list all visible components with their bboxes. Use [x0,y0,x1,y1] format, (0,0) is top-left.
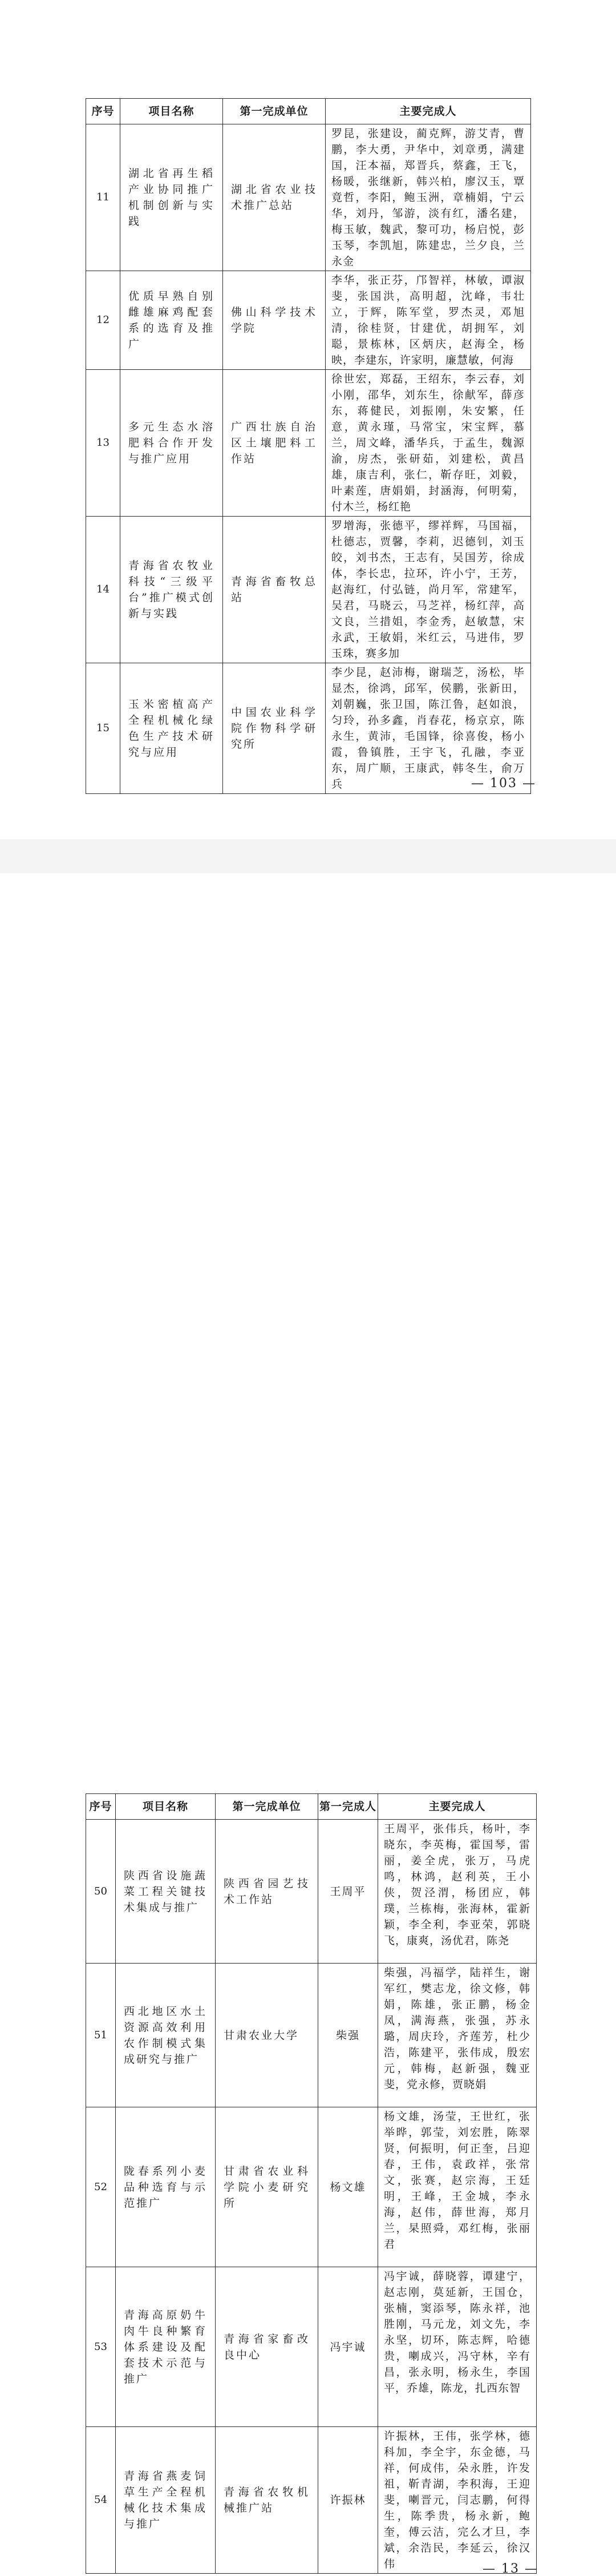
row-index: 50 [86,1820,116,1964]
row-main-contributors: 李华，张正芬，邝智祥，林敏，谭淑斐，张国洪，高明超，沈峰，韦壮立，于辉，陈军堂，罗杰灵，邓旭清，徐桂贤，甘建优，胡拥军，刘聪，景栋林，区炳庆，赵海全，杨映，李建东，许家明，廉慧敏，何海 [326,271,531,370]
row-project-name: 陕西省设施蔬菜工程关键技术集成与推广 [116,1820,216,1964]
row-main-contributors: 杨文雄，汤莹，王世红，张举晔，郭莹，刘宏胜，陈翠贤，何振明，何正奎，吕迎春，王伟，袁政祥，张常文，张赛，赵宗海，王廷明，王峰，王金城，李永海，赵伟，薛世海，郑月兰，杲照舜，邓红梅，张丽君 [378,2107,537,2267]
table-row [86,663,531,794]
row-first-unit: 青海省畜牧总站 [223,517,326,663]
awards-table-page-103 [86,98,531,794]
table-header-row [86,1794,537,1820]
header-first-person: 第一完成人 [318,1794,378,1820]
row-first-unit: 甘肃农业大学 [216,1964,318,2107]
row-project-name: 青海省燕麦饲草生产全程机械化技术集成与推广 [116,2427,216,2574]
row-project-name: 青海高原奶牛肉牛良种繁育体系建设及配套技术示范与推广 [116,2267,216,2427]
row-main-contributors: 柴强，冯福学，陆祥生，谢军红，樊志龙，徐文修，韩娟，陈雄，张正鹏，杨金凤，满海燕，张强，苏永璐，周庆玲，齐莲芳，杜少浩，陈建平，张伟成，殷宏元，韩梅，赵新强，魏亚斐，党永修，贾晓娟 [378,1964,537,2107]
table-row [86,124,531,271]
row-project-name: 多元生态水溶肥料合作开发与推广应用 [120,370,223,517]
row-main-contributors: 徐世宏，郑磊，王绍东，李云春，刘小刚，邵华，刘东生，徐献军，薛彦东，蒋健民，刘振刚，朱安繁，任意，黄永瑾，马常宝，宋宝辉，慕兰，周文峰，潘华兵，于孟生，魏源渝，房杰，张研茹，刘建松，黄昌雄，康吉利，张仁，靳存旺，刘毅，叶素莲，唐娟娟，封涵海，何明菊，付木兰，杨红艳 [326,370,531,517]
row-first-person: 冯宇诚 [318,2267,378,2427]
row-project-name: 优质早熟自别雌雄麻鸡配套系的选育及推广 [120,271,223,370]
row-main-contributors: 李少昆，赵沛梅，谢瑞芝，汤松，毕显杰，徐鸿，邱军，侯鹏，张新田，刘朝巍，张卫国，陈江鲁，赵如浪，匀玲，孙多鑫，肖春花，杨京京，陈永生，黄沛，毛国锋，徐喜俊，杨小霞，鲁镇胜，王宇飞，孔融，李亚东，周广顺，王康武，韩冬生，俞万兵 [326,663,531,794]
row-project-name: 西北地区水土资源高效利用农作制模式集成研究与推广 [116,1964,216,2107]
row-main-contributors: 罗增海，张德平，缪祥辉，马国福，杜德志，贾馨，李莉，迟德钊，刘玉皎，刘书杰，王志有，吴国芳，徐成体，李长忠，拉环，许小宁，王芳，赵海红，付弘链，尚月军，常建军，吴君，马晓云，马芝祥，杨红萍，高文良，兰措姐，李金秀，赵敏慧，宋永武，王敏娟，米红云，马进伟，罗玉珠，赛多加 [326,517,531,663]
page-number: — 103 — [471,776,536,791]
header-project-name: 项目名称 [120,99,223,124]
row-main-contributors: 王周平，张伟兵，杨叶，李晓东，李英梅，霍国琴，雷丽，姜全虎，张万，马虎鸣，林鸿，赵利英，王小侠，贺泾渭，杨团应，韩璞，兰栋梅，张海林，霍新颖，李全利，李亚荣，郭晓飞，康爽，汤优君，陈尧 [378,1820,537,1964]
table-row [86,370,531,517]
table-row [86,2427,537,2574]
row-project-name: 玉米密植高产全程机械化绿色生产技术研究与应用 [120,663,223,794]
table-row [86,517,531,663]
header-project-name: 项目名称 [116,1794,216,1820]
header-first-unit: 第一完成单位 [216,1794,318,1820]
row-first-unit: 甘肃省农业科学院小麦研究所 [216,2107,318,2267]
table-row [86,2107,537,2267]
header-index: 序号 [86,1794,116,1820]
row-index: 51 [86,1964,116,2107]
row-project-name: 陇春系列小麦品种选育与示范推广 [116,2107,216,2267]
row-index: 15 [86,663,120,794]
header-main-contributors: 主要完成人 [326,99,531,124]
row-index: 54 [86,2427,116,2574]
row-first-unit: 青海省农牧机械推广站 [216,2427,318,2574]
row-first-unit: 青海省家畜改良中心 [216,2267,318,2427]
row-first-unit: 陕西省园艺技术工作站 [216,1820,318,1964]
row-index: 14 [86,517,120,663]
row-main-contributors: 许振林，王伟，张学林，德科加，李全宇，东金德，马祥，何成伟，朵永胜，许发祖，靳青湖，李积海，王迎斐，喇晋元，闫志鹏，何得生，陈季贵，杨永新，鲍奎，傅云洁，完么才旦，李斌，余浩民，李延云，徐汉伟 [378,2427,537,2574]
header-index: 序号 [86,99,120,124]
row-first-unit: 广西壮族自治区土壤肥料工作站 [223,370,326,517]
table-row [86,1964,537,2107]
row-index: 53 [86,2267,116,2427]
header-main-contributors: 主要完成人 [378,1794,537,1820]
row-first-person: 杨文雄 [318,2107,378,2267]
row-index: 11 [86,124,120,271]
page-number: — 13 — [483,2562,538,2576]
row-first-unit: 湖北省农业技术推广总站 [223,124,326,271]
page-separator [0,839,616,873]
row-index: 52 [86,2107,116,2267]
row-project-name: 湖北省再生稻产业协同推广机制创新与实践 [120,124,223,271]
row-first-unit: 佛山科学技术学院 [223,271,326,370]
awards-table-page-13 [86,1793,537,2574]
row-first-person: 王周平 [318,1820,378,1964]
row-first-unit: 中国农业科学院作物科学研究所 [223,663,326,794]
table-row [86,2267,537,2427]
row-index: 12 [86,271,120,370]
row-first-person: 许振林 [318,2427,378,2574]
table-row [86,1820,537,1964]
row-first-person: 柴强 [318,1964,378,2107]
table-header-row [86,99,531,124]
row-main-contributors: 罗昆，张建设，蔺克辉，游艾青，曹鹏，李大勇，尹华中，刘章勇，满建国，汪本福，郑晋兵，蔡鑫，王飞，杨暖，张继新，韩兴柏，廖汉玉，覃竟哲，李阳，鲍玉洲，章楠娟，宁云华，刘丹，邹游，淡有红，潘名建，梅玉敏，魏武，黎可功，杨启悦，彭玉琴，李凯旭，陈建忠，兰夕良，兰永金 [326,124,531,271]
row-index: 13 [86,370,120,517]
document-page-103 [0,0,616,839]
row-main-contributors: 冯宇诚，薛晓蓉，谭建宁，赵志刚，莫延新，王国仓，张楠，窦添琴，陈永祥，池胜刚，马元龙，刘文先，李永坚，切环，陈志辉，哈德贵，喇成兴，冯守林，辛有昌，张永明，杨永生，李国平，乔雄，陈龙，扎西东智 [378,2267,537,2427]
document-page-13 [0,873,616,2576]
header-first-unit: 第一完成单位 [223,99,326,124]
row-project-name: 青海省农牧业科技“三级平台”推广模式创新与实践 [120,517,223,663]
table-row [86,271,531,370]
